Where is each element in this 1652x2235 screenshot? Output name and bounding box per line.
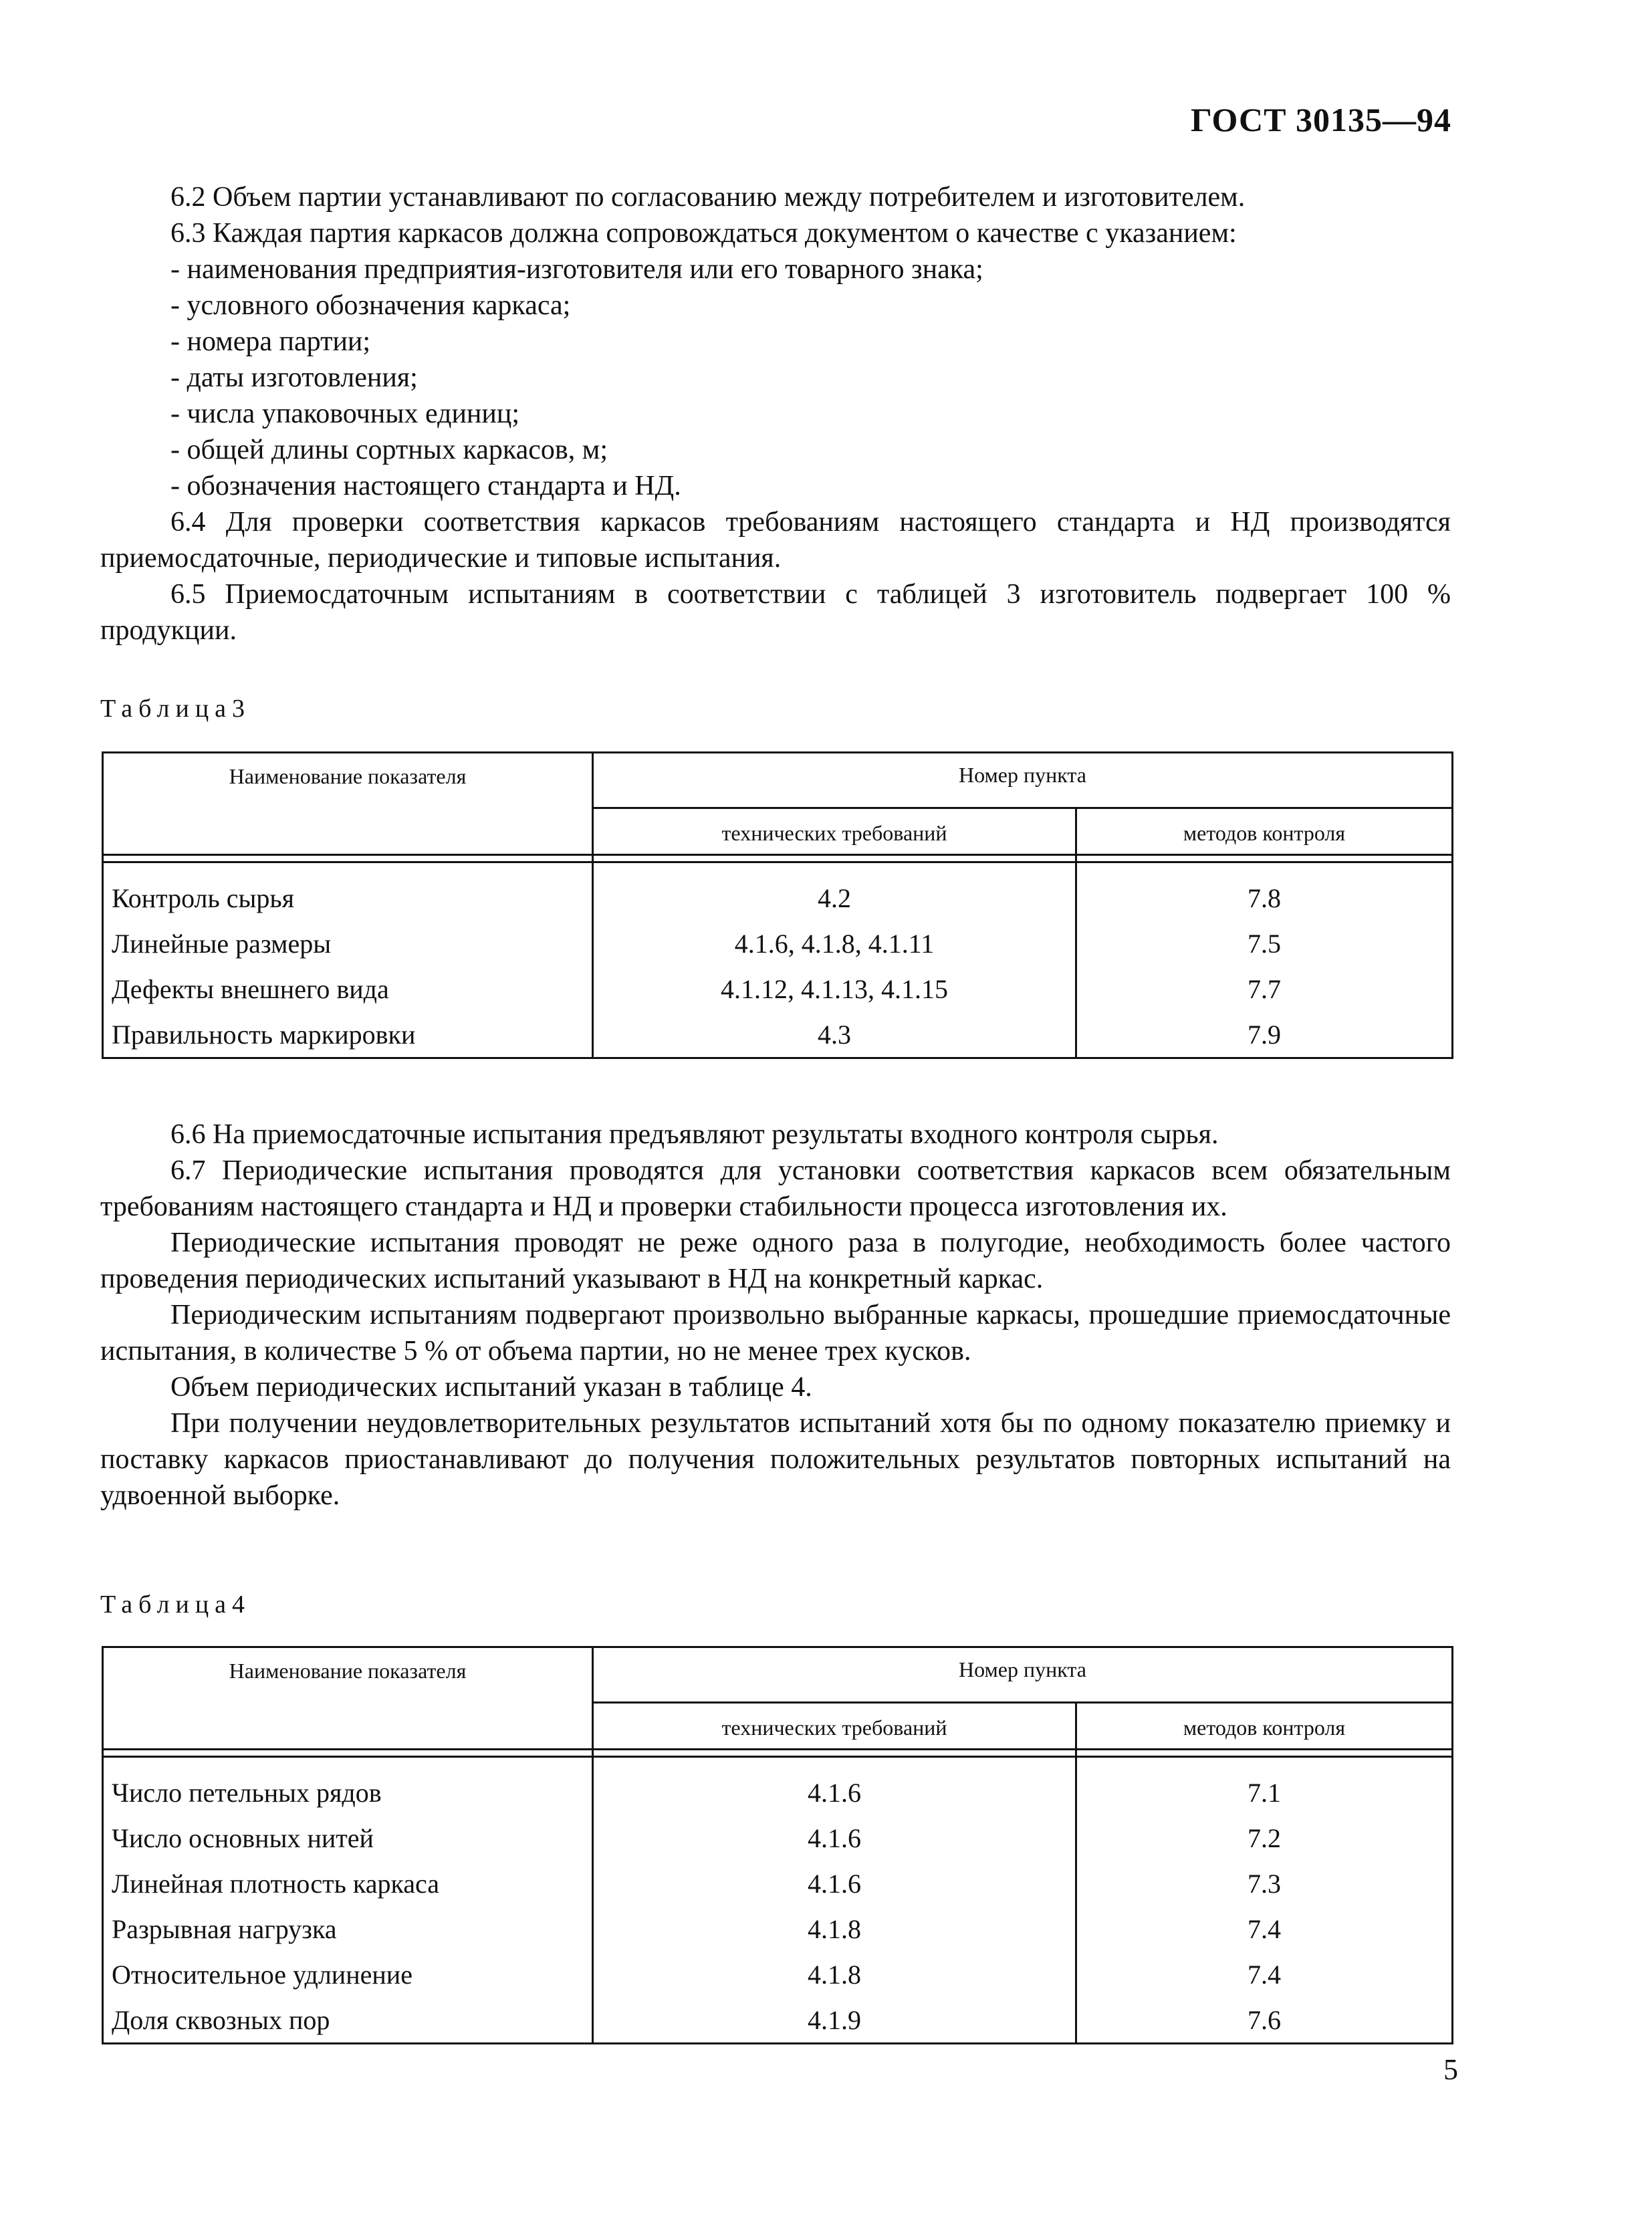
table-4-header-name: Наименование показателя (103, 1647, 593, 1750)
document-code: ГОСТ 30135—94 (1190, 101, 1451, 138)
row-tech: 4.1.6 (593, 1861, 1076, 1906)
paragraph-6-3: 6.3 Каждая партия каркасов должна сопровождаться документом о качестве с указанием: (170, 218, 1237, 249)
paragraph-periodic-scope: Объем периодических испытаний указан в таблице 4. (170, 1372, 812, 1403)
list-item: - условного обозначения каркаса; (170, 290, 571, 321)
table-3 (102, 751, 1453, 1059)
paragraph-6-4: 6.4 Для проверки соответствия каркасов требованиям настоящего стандарта и НД производятся приемосдаточные, периодические и типовые испытания. (100, 507, 1451, 574)
paragraph-periodic-failure: При получении неудовлетворительных результатов испытаний хотя бы по одному показателю приемку и поставку каркасов приостанавливают до получения положительных результатов повторных испытаний на удвоенной выборке. (100, 1408, 1451, 1511)
table-row (103, 1815, 1453, 1861)
paragraph-periodic-frequency: Периодические испытания проводят не реже одного раза в полугодие, необходимость более частого проведения периодических испытаний указывают в НД на конкретный каркас. (100, 1227, 1451, 1294)
row-name: Доля сквозных пор (103, 1997, 593, 2044)
table-3-header-group: Номер пункта (593, 753, 1453, 808)
table-4-header-methods: методов контроля (1076, 1702, 1453, 1749)
paragraph-6-2: 6.2 Объем партии устанавливают по согласованию между потребителем и изготовителем. (170, 182, 1246, 213)
row-name: Линейные размеры (103, 921, 593, 966)
row-tech: 4.1.8 (593, 1906, 1076, 1952)
table-row (103, 921, 1453, 966)
row-tech: 4.1.6 (593, 1815, 1076, 1861)
row-method: 7.4 (1076, 1952, 1453, 1997)
list-item: - номера партии; (170, 326, 371, 357)
row-tech: 4.3 (593, 1012, 1076, 1058)
row-tech: 4.1.8 (593, 1952, 1076, 1997)
row-name: Разрывная нагрузка (103, 1906, 593, 1952)
section-6-mid (100, 1116, 1451, 1514)
row-tech: 4.1.6, 4.1.8, 4.1.11 (593, 921, 1076, 966)
row-method: 7.3 (1076, 1861, 1453, 1906)
row-method: 7.8 (1076, 862, 1453, 921)
table-4 (102, 1646, 1453, 2044)
section-6-top (100, 179, 1451, 649)
table-row (103, 1861, 1453, 1906)
row-method: 7.4 (1076, 1906, 1453, 1952)
row-name: Дефекты внешнего вида (103, 966, 593, 1012)
table-3-header-methods: методов контроля (1076, 808, 1453, 854)
row-method: 7.1 (1076, 1757, 1453, 1816)
list-item: - обозначения настоящего стандарта и НД. (170, 471, 681, 501)
row-method: 7.6 (1076, 1997, 1453, 2044)
row-method: 7.7 (1076, 966, 1453, 1012)
row-name: Число основных нитей (103, 1815, 593, 1861)
table-4-header-group: Номер пункта (593, 1647, 1453, 1703)
row-tech: 4.1.12, 4.1.13, 4.1.15 (593, 966, 1076, 1012)
row-name: Число петельных рядов (103, 1757, 593, 1816)
row-method: 7.2 (1076, 1815, 1453, 1861)
list-item: - наименования предприятия-изготовителя или его товарного знака; (170, 254, 983, 285)
table-4-header-tech: технических требований (593, 1702, 1076, 1749)
table-row (103, 1012, 1453, 1058)
table-3-header-name: Наименование показателя (103, 753, 593, 855)
table-row (103, 1997, 1453, 2044)
paragraph-6-7: 6.7 Периодические испытания проводятся для установки соответствия каркасов всем обязательным требованиям настоящего стандарта и НД и проверки стабильности процесса изготовления их. (100, 1155, 1451, 1222)
row-name: Относительное удлинение (103, 1952, 593, 1997)
row-name: Линейная плотность каркаса (103, 1861, 593, 1906)
row-name: Правильность маркировки (103, 1012, 593, 1058)
page-number: 5 (1443, 2053, 1458, 2086)
row-method: 7.5 (1076, 921, 1453, 966)
table-header-separator (103, 1750, 1453, 1757)
list-item: - числа упаковочных единиц; (170, 398, 520, 429)
row-tech: 4.1.9 (593, 1997, 1076, 2044)
list-item: - общей длины сортных каркасов, м; (170, 435, 608, 465)
row-tech: 4.1.6 (593, 1757, 1076, 1816)
table-row (103, 862, 1453, 921)
table-row (103, 966, 1453, 1012)
list-item: - даты изготовления; (170, 362, 418, 393)
table-3-caption: Таблица3 (100, 695, 251, 723)
table-header-separator (103, 855, 1453, 862)
table-row (103, 1906, 1453, 1952)
paragraph-6-6: 6.6 На приемосдаточные испытания предъявляют результаты входного контроля сырья. (170, 1119, 1219, 1150)
row-tech: 4.2 (593, 862, 1076, 921)
paragraph-6-5: 6.5 Приемосдаточным испытаниям в соответствии с таблицей 3 изготовитель подвергает 100 % продукции. (100, 579, 1451, 646)
table-row (103, 1952, 1453, 1997)
table-3-header-tech: технических требований (593, 808, 1076, 854)
table-4-caption: Таблица4 (100, 1591, 251, 1619)
paragraph-periodic-sample: Периодическим испытаниям подвергают произвольно выбранные каркасы, прошедшие приемосдаточные испытания, в количестве 5 % от объема партии, но не менее трех кусков. (100, 1300, 1451, 1367)
table-row (103, 1757, 1453, 1816)
row-name: Контроль сырья (103, 862, 593, 921)
row-method: 7.9 (1076, 1012, 1453, 1058)
